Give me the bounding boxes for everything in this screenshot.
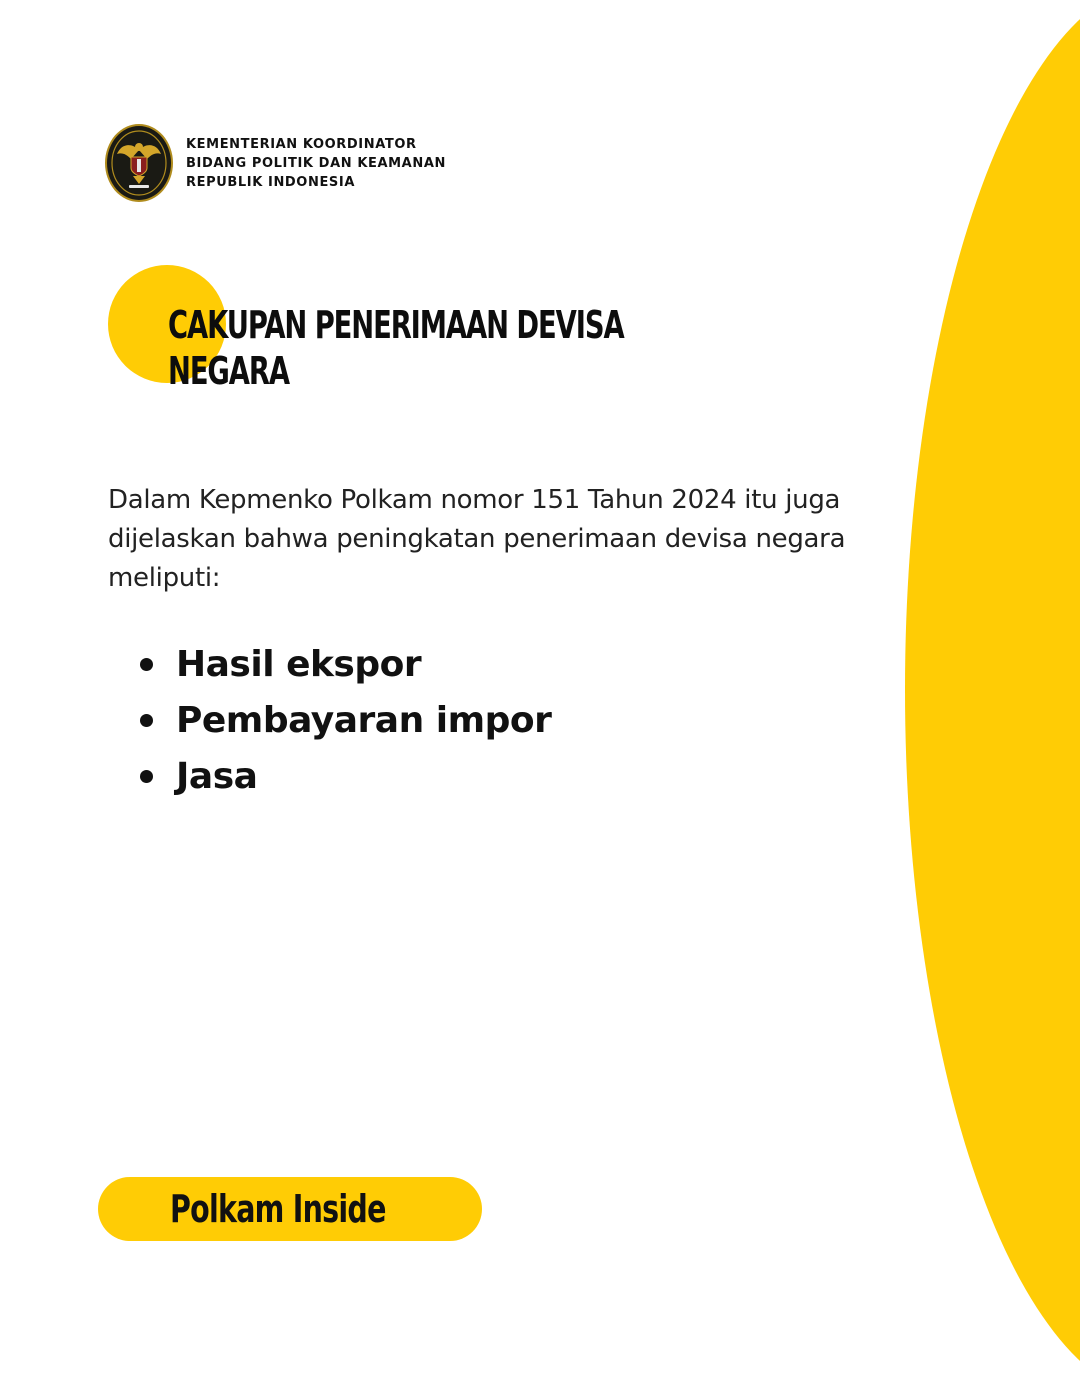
page-title-line: CAKUPAN PENERIMAAN DEVISA (168, 303, 624, 347)
list-item (140, 636, 551, 692)
list-item-label: Pembayaran impor (176, 699, 552, 741)
ministry-name (186, 135, 446, 192)
page-title (168, 302, 744, 394)
page-title-line: NEGARA (168, 349, 289, 393)
ministry-name-line: REPUBLIK INDONESIA (186, 174, 355, 190)
footer-label: Polkam Inside (170, 1187, 386, 1231)
bullet-icon (140, 714, 153, 727)
list-item (140, 748, 551, 804)
ministry-name-line: KEMENTERIAN KOORDINATOR (186, 136, 417, 152)
list-item (140, 692, 551, 748)
footer-badge (98, 1177, 482, 1241)
bullet-icon (140, 658, 153, 671)
intro-paragraph: Dalam Kepmenko Polkam nomor 151 Tahun 2024 itu juga dijelaskan bahwa peningkatan penerimaan devisa negara meliputi: (108, 485, 846, 593)
ministry-name-line: BIDANG POLITIK DAN KEAMANAN (186, 155, 446, 171)
list-item-label: Hasil ekspor (176, 643, 422, 685)
ministry-header (105, 124, 446, 202)
list-item-label: Jasa (176, 755, 258, 797)
bullet-icon (140, 770, 153, 783)
decorative-yellow-side-shape (905, 0, 1080, 1400)
bullet-list (140, 636, 551, 804)
garuda-emblem-icon (105, 124, 173, 202)
